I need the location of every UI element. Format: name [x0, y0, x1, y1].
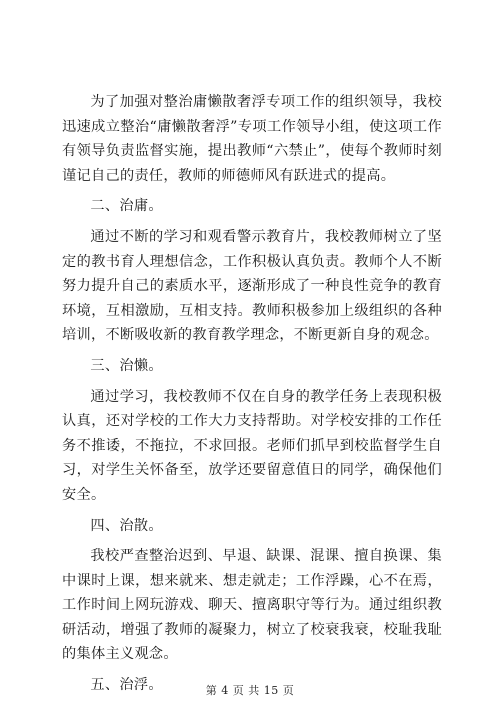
paragraph-intro: 为了加强对整治庸懒散奢浮专项工作的组织领导，我校迅速成立整治“庸懒散奢浮”专项工作领导小组，使这项工作有领导负责监督实施，提出教师“六禁止”，使每个教师时刻谨记自己的责任，教师的师德师风有跃进式的提高。	[62, 94, 442, 184]
section-heading-zhilan: 三、治懒。	[90, 357, 163, 374]
paragraph-zhiyong: 通过不断的学习和观看警示教育片，我校教师树立了坚定的教书育人理想信念，工作积极认真负责。教师个人不断努力提升自己的素质水平，逐渐形成了一种良性竞争的教育环境，互相激励，互相支持。教师积极参加上级组织的各种培训，不断吸收新的教育教学理念，不断更新自身的观念。	[62, 228, 442, 344]
page-footer: 第 4 页 共 15 页	[205, 684, 295, 697]
paragraph-zhisan: 我校严查整治迟到、早退、缺课、混课、擅自换课、集中课时上课，想来就来、想走就走；工作浮躁，心不在焉，工作时间上网玩游戏、聊天、擅离职守等行为。通过组织教研活动，增强了教师的凝聚力，树立了校衰我衰，校耻我耻的集体主义观念。	[62, 548, 442, 663]
section-heading-zhifu: 五、治浮。	[90, 677, 163, 694]
paragraph-zhilan: 通过学习，我校教师不仅在自身的教学任务上表现积极认真，还对学校的工作大力支持帮助。对学校安排的工作任务不推诿，不拖拉，不求回报。老师们抓早到校监督学生自习，对学生关怀备至，放学还要留意值日的同学，确保他们安全。	[62, 388, 442, 503]
document-body	[62, 90, 442, 698]
section-heading-zhiyong: 二、治庸。	[90, 198, 163, 215]
section-heading-zhisan: 四、治散。	[90, 517, 163, 534]
